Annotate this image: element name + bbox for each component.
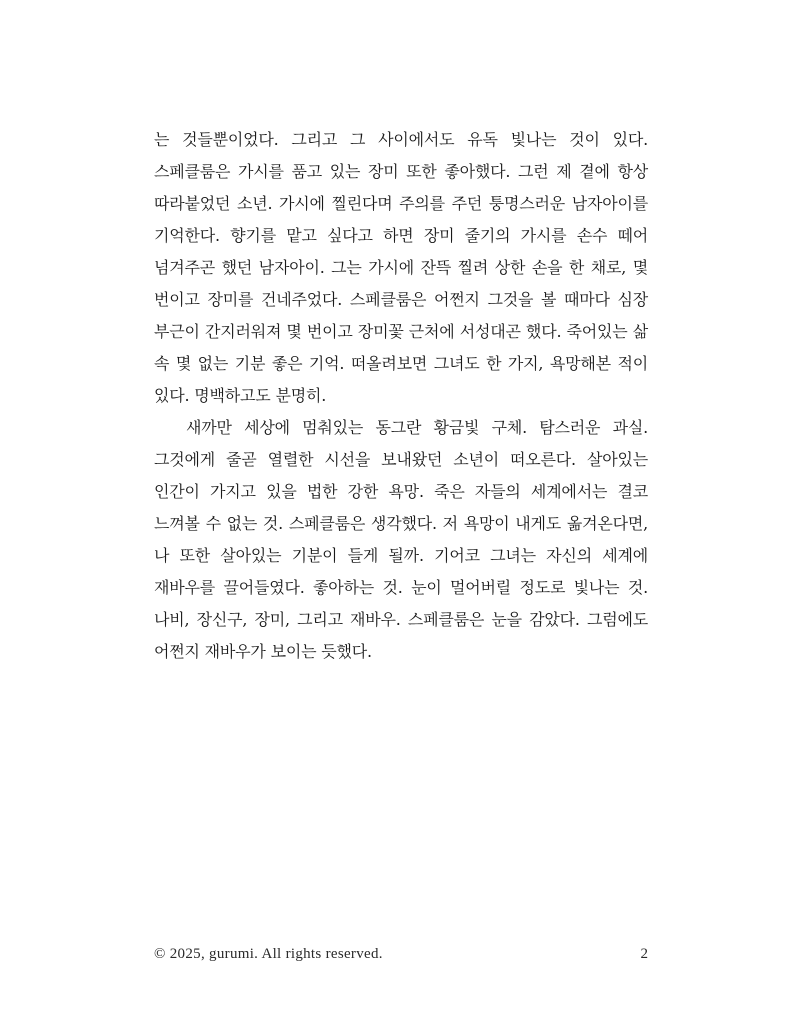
copyright-notice: © 2025, gurumi. All rights reserved. (154, 946, 383, 962)
paragraph-continued: 는 것들뿐이었다. 그리고 그 사이에서도 유독 빛나는 것이 있다. 스페클룸은 가시를 품고 있는 장미 또한 좋아했다. 그런 제 곁에 항상 따라붙었던 소년. 가시에 찔린다며 주의를 주던 퉁명스러운 남자아이를 기억한다. 향기를 맡고 싶다고 하면 장미 줄기의 가시를 손수 떼어 넘겨주곤 했던 남자아이. 그는 가시에 잔뜩 찔려 상한 손을 한 채로, 몇 번이고 장미를 건네주었다. 스페클룸은 어쩐지 그것을 볼 때마다 심장 부근이 간지러워져 몇 번이고 장미꽃 근처에 서성대곤 했다. 죽어있는 삶 속 몇 없는 기분 좋은 기억. 떠올려보면 그녀도 한 가지, 욕망해본 적이 있다. 명백하고도 분명히. (154, 130, 648, 405)
page-number: 2 (640, 946, 648, 962)
page-footer (154, 946, 648, 970)
paragraph-new: 새까만 세상에 멈춰있는 동그란 황금빛 구체. 탐스러운 과실. 그것에게 줄곧 열렬한 시선을 보내왔던 소년이 떠오른다. 살아있는 인간이 가지고 있을 법한 강한 욕망. 죽은 자들의 세계에서는 결코 느껴볼 수 없는 것. 스페클룸은 생각했다. 저 욕망이 내게도 옮겨온다면, 나 또한 살아있는 기분이 들게 될까. 기어코 그녀는 자신의 세계에 재바우를 끌어들였다. 좋아하는 것. 눈이 멀어버릴 정도로 빛나는 것. 나비, 장신구, 장미, 그리고 재바우. 스페클룸은 눈을 감았다. 그럼에도 어쩐지 재바우가 보이는 듯했다. (154, 418, 648, 661)
body-text (154, 124, 648, 668)
